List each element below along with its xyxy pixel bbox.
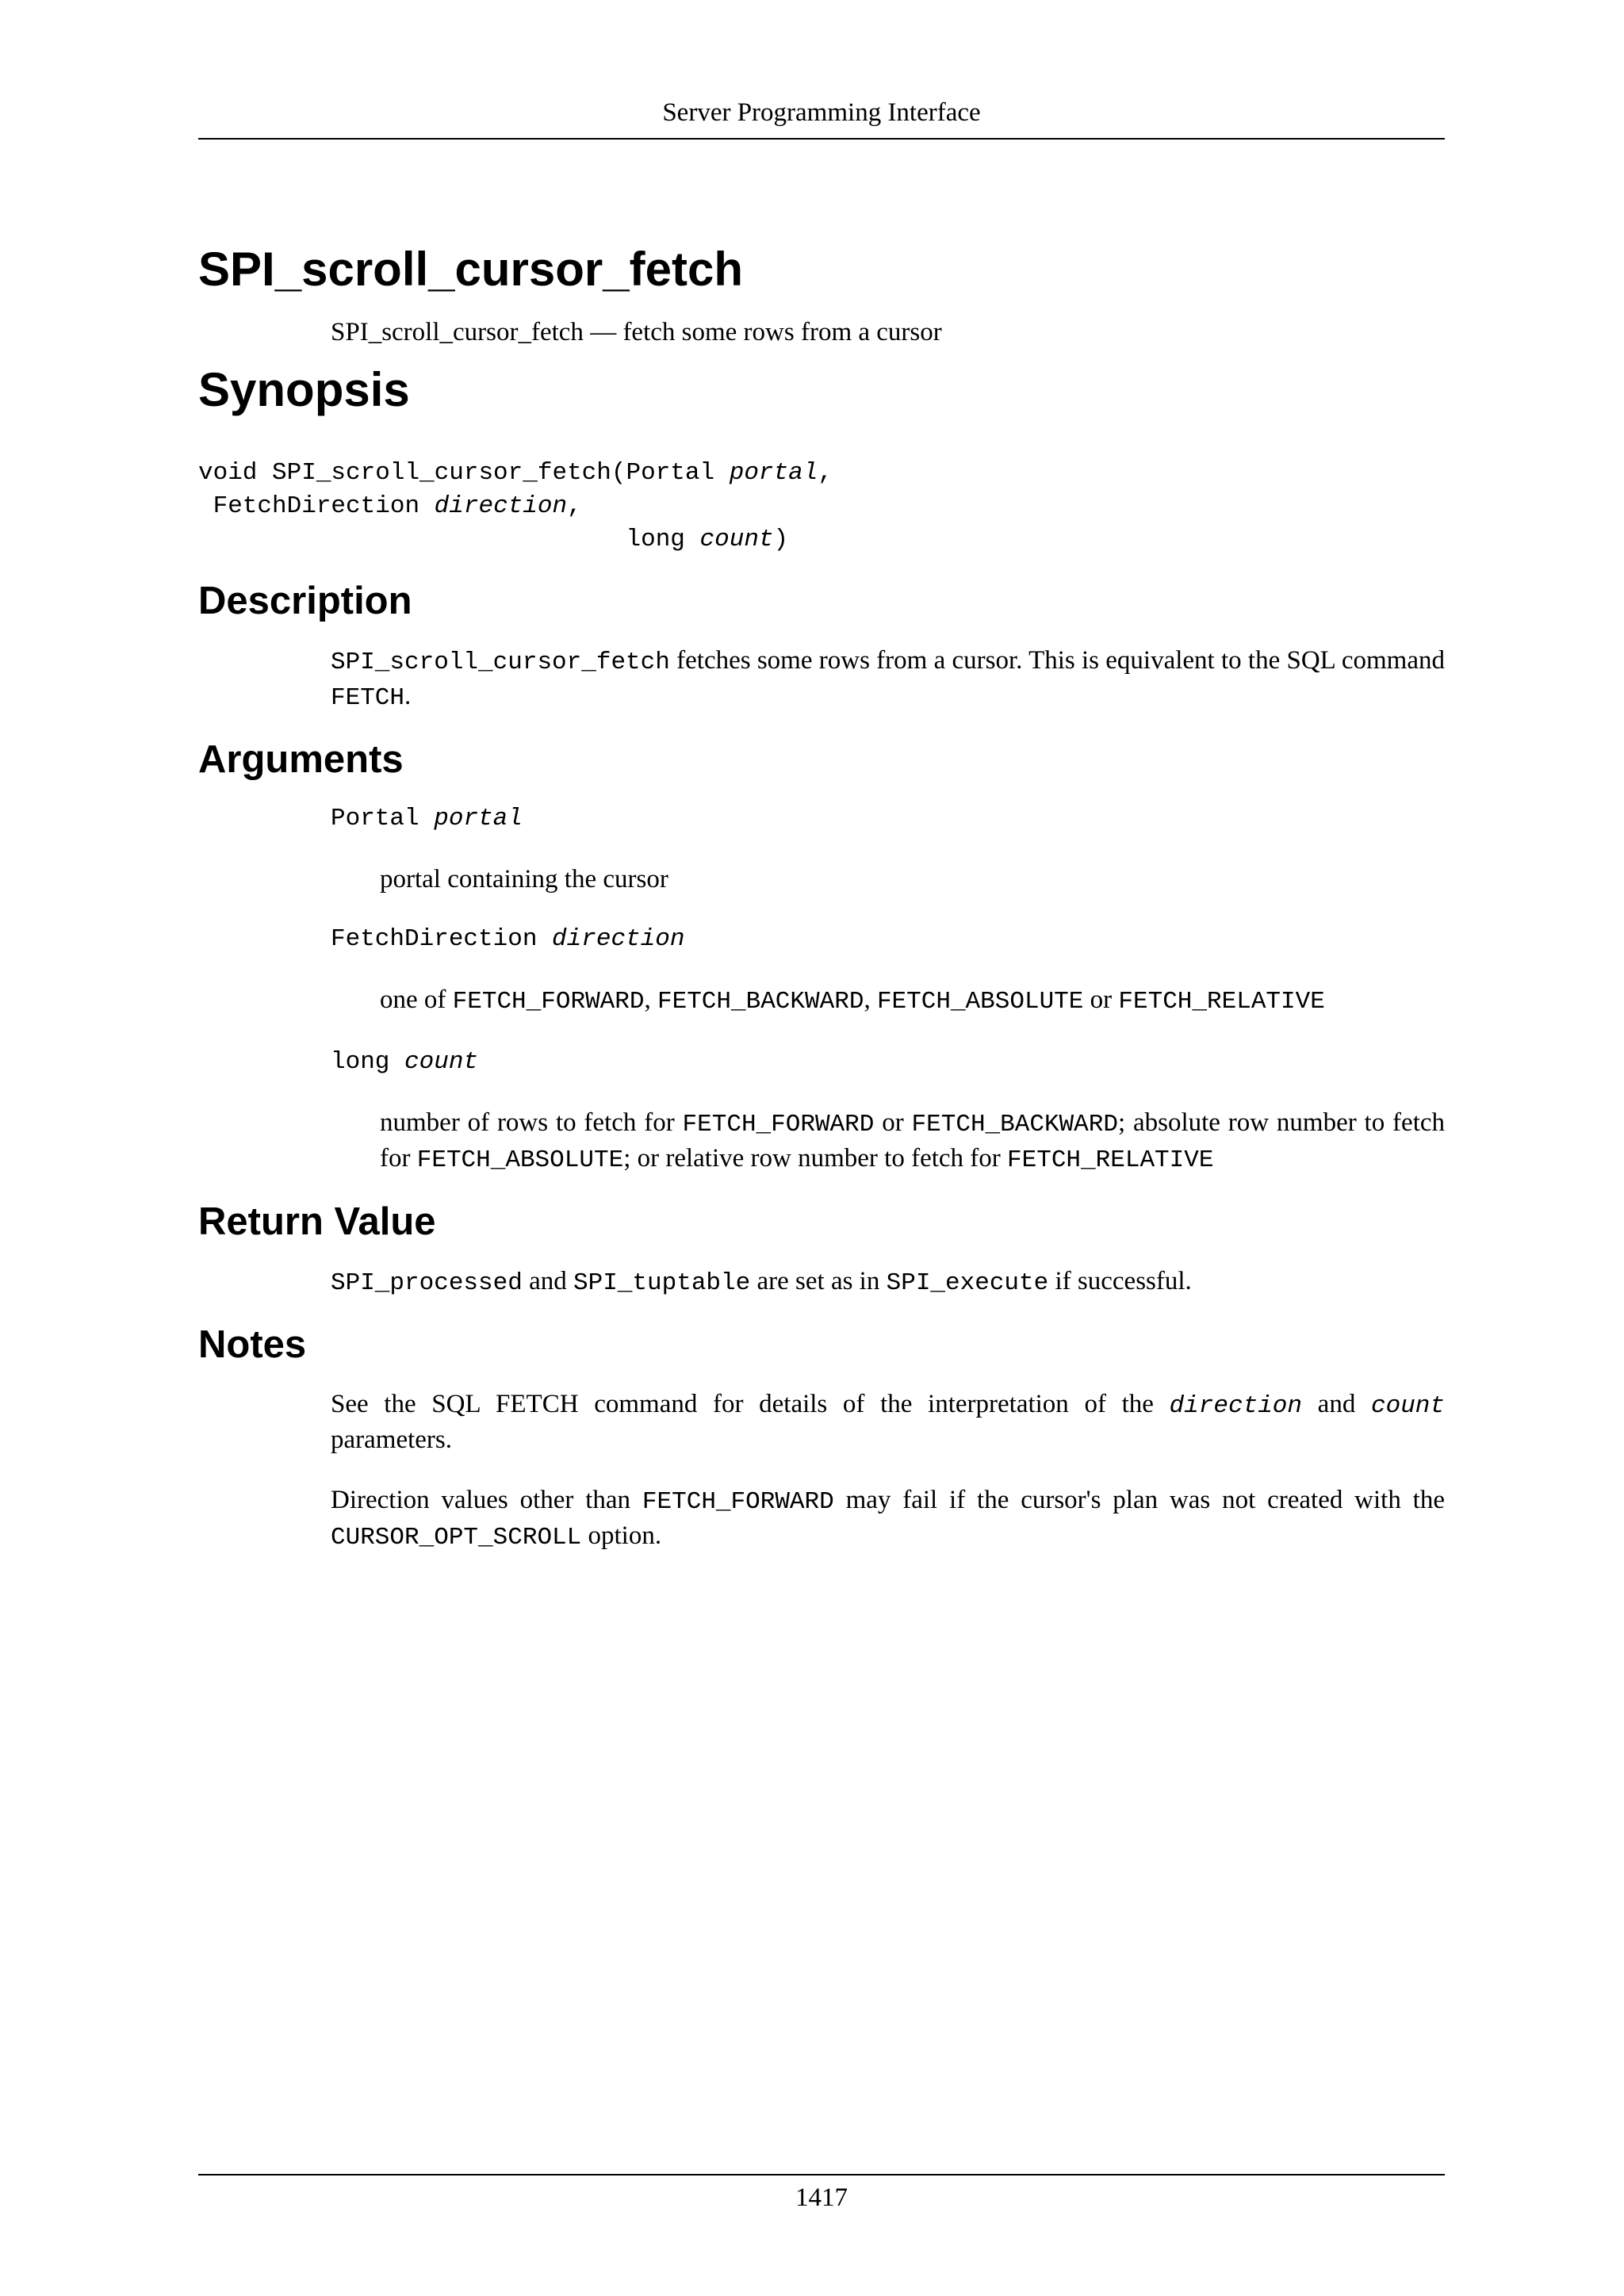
page-number: 1417 bbox=[795, 2183, 848, 2212]
running-header: Server Programming Interface bbox=[198, 94, 1445, 140]
notes-p1-text-2: and bbox=[1302, 1390, 1371, 1418]
argument-desc-portal: portal containing the cursor bbox=[380, 865, 668, 894]
return-text-2: are set as in bbox=[750, 1267, 887, 1295]
return-code-2: SPI_tuptable bbox=[573, 1269, 751, 1297]
description-text-1: fetches some rows from a cursor. This is equivalent to the SQL command bbox=[669, 646, 1445, 675]
notes-p1-text-1: See the SQL FETCH command for details of the interpretation of the bbox=[331, 1390, 1170, 1418]
synopsis-code bbox=[198, 457, 1445, 557]
arg-count-text-4: ; or relative row number to fetch for bbox=[623, 1144, 1008, 1173]
arg-count-type: long bbox=[331, 1048, 405, 1076]
argument-term-direction bbox=[331, 923, 1445, 956]
notes-p2-text-2: may fail if the cursor's plan was not created with the bbox=[833, 1486, 1446, 1514]
notes-p2-code-2: CURSOR_OPT_SCROLL bbox=[331, 1524, 582, 1552]
arg-direction-text-2: , bbox=[644, 985, 657, 1014]
arg-count-code-3: FETCH_ABSOLUTE bbox=[416, 1146, 624, 1174]
argument-term-portal bbox=[331, 802, 1445, 836]
arg-direction-code-1: FETCH_FORWARD bbox=[452, 988, 645, 1016]
synopsis-heading: Synopsis bbox=[198, 363, 410, 416]
notes-p1-code-1: direction bbox=[1169, 1392, 1303, 1420]
notes-p2-text-1: Direction values other than bbox=[331, 1486, 642, 1514]
notes-paragraph-1 bbox=[331, 1387, 1445, 1456]
synopsis-line2-type: FetchDirection bbox=[198, 492, 435, 520]
notes-p2-text-3: option. bbox=[581, 1521, 662, 1550]
return-code-1: SPI_processed bbox=[331, 1269, 523, 1297]
page-title: SPI_scroll_cursor_fetch bbox=[198, 243, 743, 296]
arg-direction-text-3: , bbox=[864, 985, 877, 1014]
notes-p2-code-1: FETCH_FORWARD bbox=[642, 1488, 834, 1516]
arg-portal-name: portal bbox=[434, 805, 523, 832]
return-code-3: SPI_execute bbox=[886, 1269, 1049, 1297]
synopsis-param-count: count bbox=[699, 526, 774, 553]
return-value-text bbox=[331, 1265, 1445, 1300]
arg-count-code-1: FETCH_FORWARD bbox=[682, 1111, 875, 1138]
arg-count-code-2: FETCH_BACKWARD bbox=[911, 1111, 1118, 1138]
page-footer bbox=[198, 2174, 1445, 2214]
arg-count-text-2: or bbox=[874, 1108, 912, 1137]
notes-heading: Notes bbox=[198, 1323, 307, 1366]
arg-direction-name: direction bbox=[552, 925, 685, 953]
page-content bbox=[198, 238, 1445, 1555]
arg-count-text-3: ; absolute row number to fetch for bbox=[380, 1108, 1446, 1173]
synopsis-line3-indent bbox=[198, 526, 626, 553]
argument-desc-count bbox=[380, 1106, 1445, 1177]
arg-count-code-4: FETCH_RELATIVE bbox=[1007, 1146, 1214, 1174]
return-value-heading: Return Value bbox=[198, 1200, 436, 1243]
arg-count-text-1: number of rows to fetch for bbox=[380, 1108, 683, 1137]
notes-paragraph-2 bbox=[331, 1483, 1445, 1555]
arguments-heading: Arguments bbox=[198, 738, 404, 781]
arg-direction-text-1: one of bbox=[380, 985, 453, 1014]
description-text-2: . bbox=[404, 682, 412, 710]
description-function-name: SPI_scroll_cursor_fetch bbox=[331, 649, 670, 676]
argument-term-count bbox=[331, 1046, 1445, 1079]
synopsis-line3-suffix: ) bbox=[773, 526, 789, 553]
arg-count-name: count bbox=[404, 1048, 479, 1076]
return-text-1: and bbox=[522, 1267, 573, 1295]
arg-direction-code-4: FETCH_RELATIVE bbox=[1118, 988, 1325, 1016]
synopsis-param-portal: portal bbox=[729, 459, 818, 487]
description-text bbox=[331, 644, 1445, 715]
arg-direction-type: FetchDirection bbox=[331, 925, 553, 953]
synopsis-line1-prefix: void SPI_scroll_cursor_fetch(Portal bbox=[198, 459, 730, 487]
refpurpose bbox=[331, 316, 1445, 349]
return-text-3: if successful. bbox=[1048, 1267, 1192, 1295]
synopsis-line2-suffix: , bbox=[567, 492, 582, 520]
notes-p1-text-3: parameters. bbox=[331, 1425, 452, 1454]
description-command: FETCH bbox=[331, 684, 405, 712]
synopsis-param-direction: direction bbox=[434, 492, 568, 520]
description-heading: Description bbox=[198, 580, 412, 622]
notes-p1-code-2: count bbox=[1370, 1392, 1445, 1420]
refname: SPI_scroll_cursor_fetch bbox=[331, 318, 584, 346]
arg-portal-type: Portal bbox=[331, 805, 435, 832]
argument-desc-direction bbox=[380, 983, 1445, 1019]
refpurpose-text: — fetch some rows from a cursor bbox=[590, 318, 942, 346]
arg-direction-code-2: FETCH_BACKWARD bbox=[657, 988, 864, 1016]
synopsis-line1-suffix: , bbox=[818, 459, 833, 487]
synopsis-line3-type: long bbox=[626, 526, 700, 553]
arg-direction-text-4: or bbox=[1083, 985, 1119, 1014]
arg-direction-code-3: FETCH_ABSOLUTE bbox=[876, 988, 1084, 1016]
